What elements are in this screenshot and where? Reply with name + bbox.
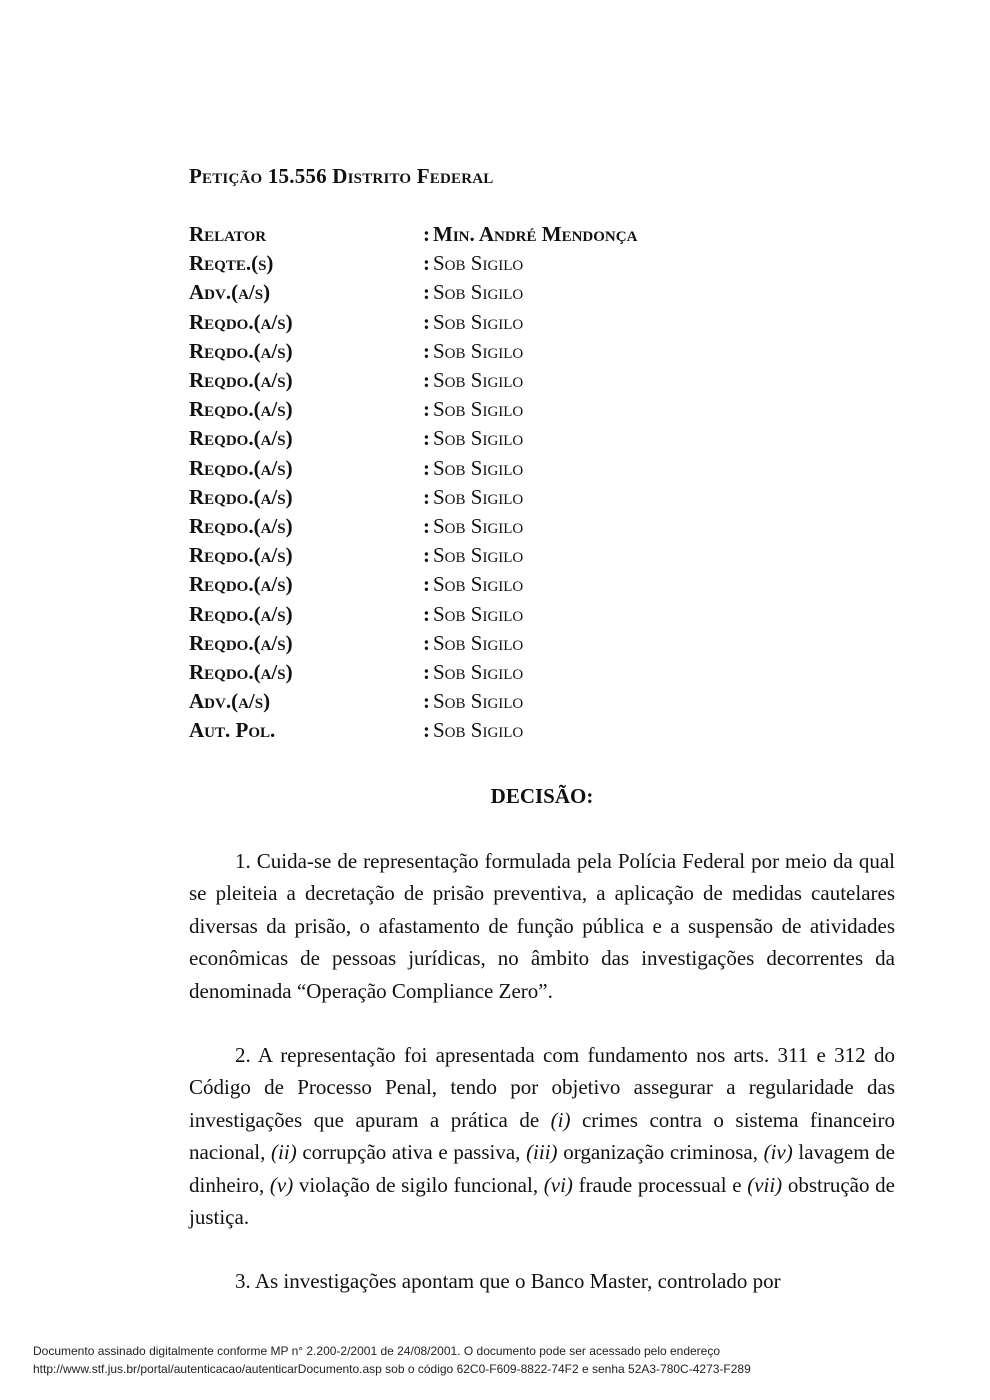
- party-value: Sob Sigilo: [433, 601, 524, 626]
- party-row: Reqdo.(a/s) : Sob Sigilo: [189, 513, 524, 538]
- paragraph-3: 3. As investigações apontam que o Banco Master, controlado por: [235, 1269, 781, 1294]
- party-value: Sob Sigilo: [433, 572, 524, 597]
- parties-list: [189, 220, 809, 745]
- party-role: Reqdo.(a/s): [189, 659, 293, 684]
- party-row: Reqdo.(a/s) : Sob Sigilo: [189, 397, 524, 422]
- party-value: Sob Sigilo: [433, 455, 524, 480]
- party-value: Sob Sigilo: [433, 426, 524, 451]
- party-role: Relator: [189, 222, 267, 247]
- paragraph-1: 1. Cuida-se de representação formulada pela Polícia Federal por meio da qual se pleiteia a decretação de prisão preventiva, a aplicação de medidas cautelares diversas da prisão, o afastamento de função pública e a suspensão de atividades econômicas de pessoas jurídicas, no âmbito das investigações decorrentes da denominada “Operação Compliance Zero”.: [189, 849, 895, 1003]
- party-role: Reqdo.(a/s): [189, 397, 293, 422]
- party-row: Reqdo.(a/s) : Sob Sigilo: [189, 659, 524, 684]
- party-value: Min. André Mendonça: [433, 222, 638, 247]
- case-title: Petição 15.556 Distrito Federal: [189, 164, 494, 188]
- signature-footer: [33, 1342, 963, 1378]
- paragraph-2: 2. A representação foi apresentada com fundamento nos arts. 311 e 312 do Código de Processo Penal, tendo por objetivo assegurar a regularidade das investigações que apuram a prática de (i) crimes contra o sistema financeiro nacional, (ii) corrupção ativa e passiva, (iii) organização criminosa, (iv) lavagem de dinheiro, (v) violação de sigilo funcional, (vi) fraude processual e (vii) obstrução de justiça.: [189, 1043, 896, 1230]
- party-role: Adv.(a/s): [189, 689, 271, 714]
- party-role: Reqdo.(a/s): [189, 426, 293, 451]
- party-role: Adv.(a/s): [189, 280, 271, 305]
- party-role: Reqdo.(a/s): [189, 630, 293, 655]
- party-row: Reqdo.(a/s) : Sob Sigilo: [189, 630, 524, 655]
- party-value: Sob Sigilo: [433, 630, 524, 655]
- party-role: Reqdo.(a/s): [189, 572, 293, 597]
- party-role: Reqdo.(a/s): [189, 455, 293, 480]
- party-value: Sob Sigilo: [433, 280, 524, 305]
- party-role: Reqdo.(a/s): [189, 601, 293, 626]
- party-row: Reqdo.(a/s) : Sob Sigilo: [189, 309, 524, 334]
- party-row: Reqdo.(a/s) : Sob Sigilo: [189, 338, 524, 363]
- party-value: Sob Sigilo: [433, 397, 524, 422]
- party-value: Sob Sigilo: [433, 718, 524, 743]
- party-row: Reqdo.(a/s) : Sob Sigilo: [189, 572, 524, 597]
- party-value: Sob Sigilo: [433, 484, 524, 509]
- party-row: Reqdo.(a/s) : Sob Sigilo: [189, 426, 524, 451]
- party-role: Reqte.(s): [189, 251, 274, 276]
- party-row: Adv.(a/s) : Sob Sigilo: [189, 689, 524, 714]
- party-role: Reqdo.(a/s): [189, 338, 293, 363]
- party-row: Adv.(a/s) : Sob Sigilo: [189, 280, 524, 305]
- party-row: Reqdo.(a/s) : Sob Sigilo: [189, 368, 524, 393]
- party-role: Reqdo.(a/s): [189, 484, 293, 509]
- decision-body: [189, 845, 895, 1330]
- party-value: Sob Sigilo: [433, 689, 524, 714]
- party-value: Sob Sigilo: [433, 309, 524, 334]
- party-row: Reqdo.(a/s) : Sob Sigilo: [189, 543, 524, 568]
- party-value: Sob Sigilo: [433, 251, 524, 276]
- party-value: Sob Sigilo: [433, 513, 524, 538]
- party-row: Reqte.(s) : Sob Sigilo: [189, 251, 524, 276]
- footer-line-1: Documento assinado digitalmente conforme MP n° 2.200-2/2001 de 24/08/2001. O documento pode ser acessado pelo endereço: [33, 1344, 721, 1358]
- party-row: Aut. Pol. : Sob Sigilo: [189, 718, 524, 743]
- party-row: Reqdo.(a/s) : Sob Sigilo: [189, 484, 524, 509]
- party-value: Sob Sigilo: [433, 368, 524, 393]
- party-value: Sob Sigilo: [433, 338, 524, 363]
- party-role: Aut. Pol.: [189, 718, 276, 743]
- party-value: Sob Sigilo: [433, 543, 524, 568]
- party-role: Reqdo.(a/s): [189, 368, 293, 393]
- footer-line-2: http://www.stf.jus.br/portal/autenticacao/autenticarDocumento.asp sob o código 62C0-F609-8822-74F2 e senha 52A3-780C-4273-F289: [33, 1362, 751, 1376]
- party-role: Reqdo.(a/s): [189, 543, 293, 568]
- party-role: Reqdo.(a/s): [189, 513, 293, 538]
- party-value: Sob Sigilo: [433, 659, 524, 684]
- decision-title: DECISÃO:: [490, 784, 594, 808]
- party-row: Reqdo.(a/s) : Sob Sigilo: [189, 601, 524, 626]
- party-role: Reqdo.(a/s): [189, 309, 293, 334]
- party-row-relator: Relator : Min. André Mendonça: [189, 222, 638, 247]
- party-row: Reqdo.(a/s) : Sob Sigilo: [189, 455, 524, 480]
